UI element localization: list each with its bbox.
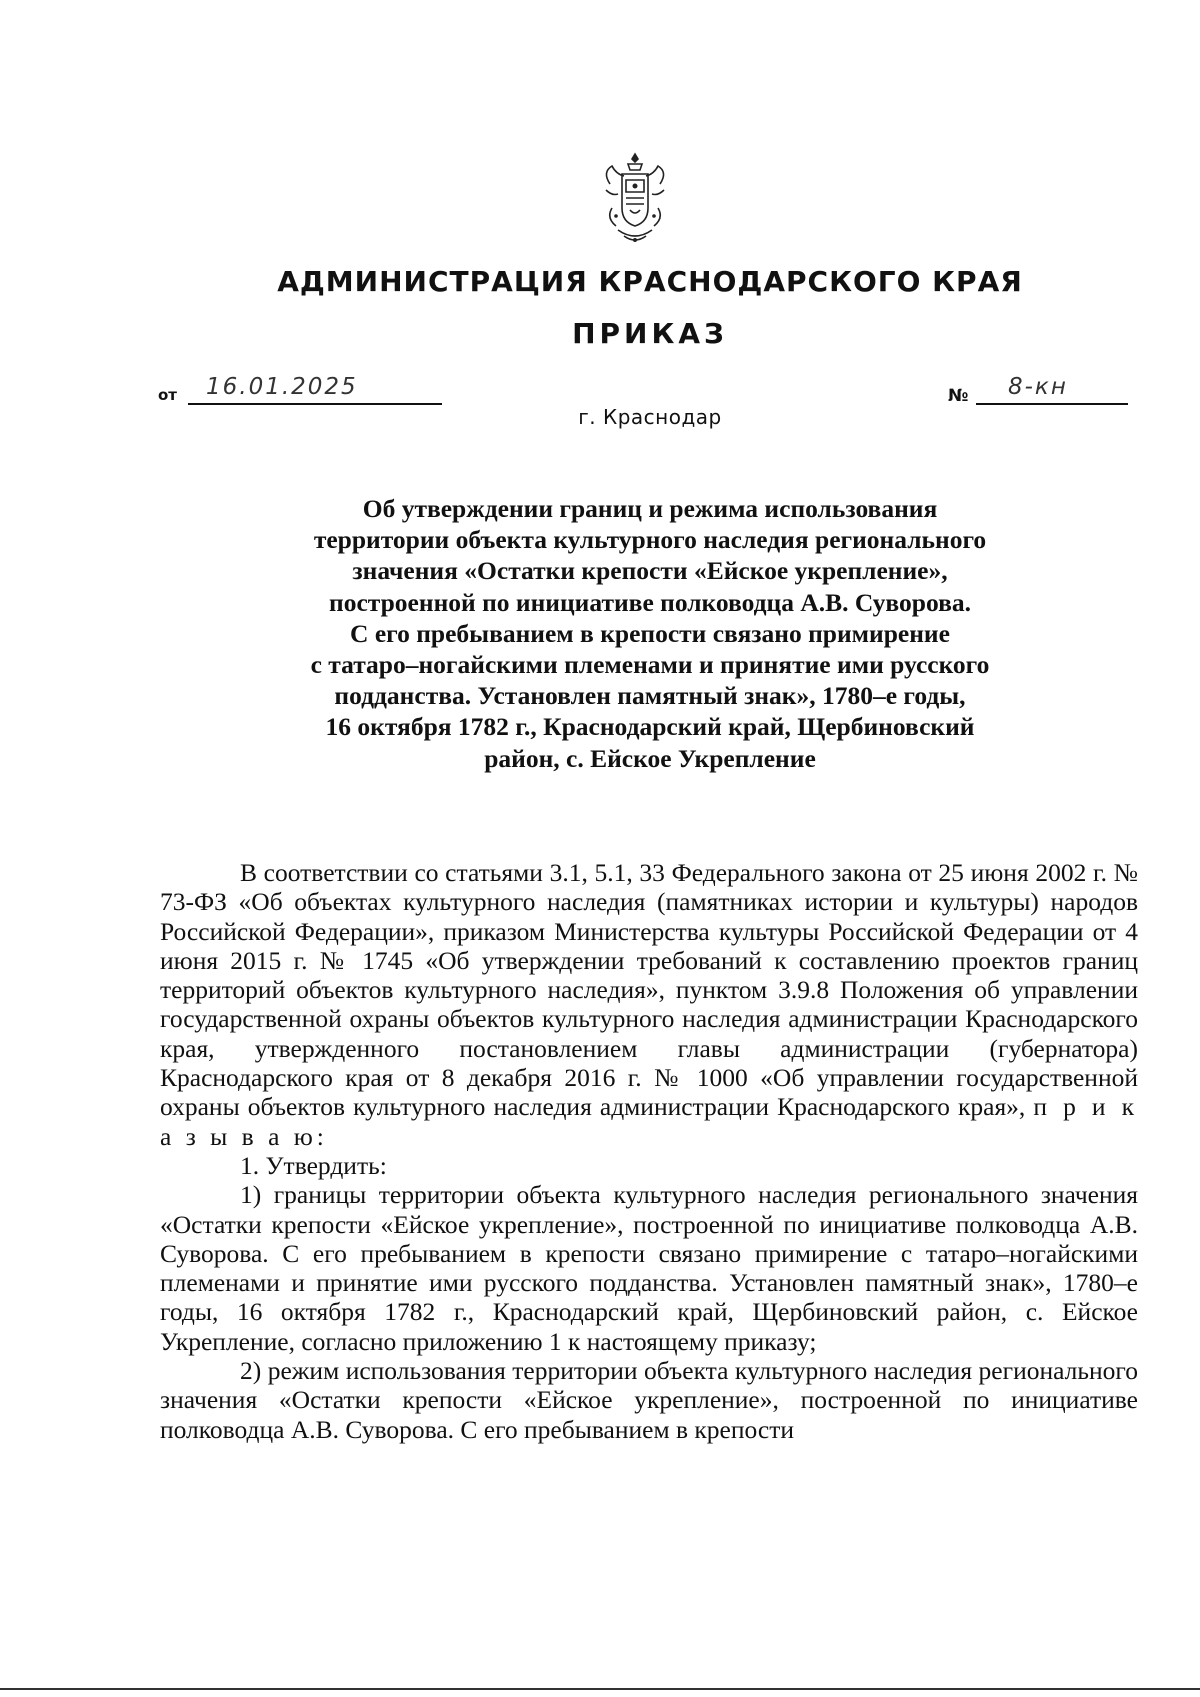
item-1-1: 1) границы территории объекта культурного наследия регионального значения «Остатки крепости «Ейское укрепление», построенной по инициативе полководца А.В. Суворова. С его пребыванием в крепости связано примирение с татаро–ногайскими племенами и принятие ими русского подданства. Установлен памятный знак», 1780–е годы, 16 октября 1782 г., Краснодарский край, Щербиновский район, с. Ейское Укрепление, согласно приложению 1 к настоящему приказу; bbox=[160, 1180, 1138, 1356]
subject-line: С его пребыванием в крепости связано примирение bbox=[350, 618, 950, 648]
page-bottom-edge bbox=[0, 1688, 1200, 1690]
subject-line: построенной по инициативе полководца А.В. Суворова. bbox=[329, 587, 971, 617]
item-1-2: 2) режим использования территории объекта культурного наследия регионального значения «Остатки крепости «Ейское укрепление», построенной по инициативе полководца А.В. Суворова. С его пребыванием в крепости bbox=[160, 1356, 1138, 1444]
subject-line: район, с. Ейское Укрепление bbox=[484, 743, 816, 773]
item-1: 1. Утвердить: bbox=[240, 1150, 387, 1180]
document-subject bbox=[250, 493, 1050, 774]
document-body bbox=[160, 858, 1138, 1444]
number-value: 8-кн bbox=[1008, 374, 1068, 400]
subject-line: с татаро–ногайскими племенами и принятие ими русского bbox=[310, 650, 990, 680]
number-field bbox=[948, 374, 1128, 408]
date-value: 16.01.2025 bbox=[206, 374, 358, 400]
subject-line: подданства. Установлен памятный знак», 1780–е годы, bbox=[334, 681, 966, 711]
preamble-text: В соответствии со статьями 3.1, 5.1, 33 Федерального закона от 25 июня 2002 г. № 73-ФЗ «Об объектах культурного наследия (памятниках истории и культуры) народов Российской Федерации», приказом Министерства культуры Российской Федерации от 4 июня 2015 г. № 1745 «Об утверждении требований к составлению проектов границ территорий объектов культурного наследия», пунктом 3.9.8 Положения об управлении государственной охраны объектов культурного наследия администрации Краснодарского края, утвержденного постановлением главы администрации (губернатора) Краснодарского края от 8 декабря 2016 г. № 1000 «Об управлении государственной охраны объектов культурного наследия администрации Краснодарского края», bbox=[160, 858, 1138, 1122]
subject-line: территории объекта культурного наследия регионального bbox=[313, 525, 987, 555]
document-type: ПРИКАЗ bbox=[572, 317, 728, 350]
preamble-paragraph bbox=[160, 858, 1138, 1151]
subject-line: значения «Остатки крепости «Ейское укрепление», bbox=[352, 556, 948, 586]
order-word: п р и к а з ы в а ю: bbox=[160, 1092, 1138, 1151]
organization-title: АДМИНИСТРАЦИЯ КРАСНОДАРСКОГО КРАЯ bbox=[277, 265, 1023, 298]
date-label: от bbox=[158, 386, 177, 404]
subject-line: 16 октября 1782 г., Краснодарский край, Щербиновский bbox=[325, 712, 975, 742]
date-field bbox=[158, 374, 448, 408]
coat-of-arms-icon bbox=[600, 150, 670, 246]
city: г. Краснодар bbox=[578, 405, 722, 429]
number-label: № bbox=[948, 386, 969, 406]
subject-line: Об утверждении границ и режима использования bbox=[362, 494, 938, 523]
